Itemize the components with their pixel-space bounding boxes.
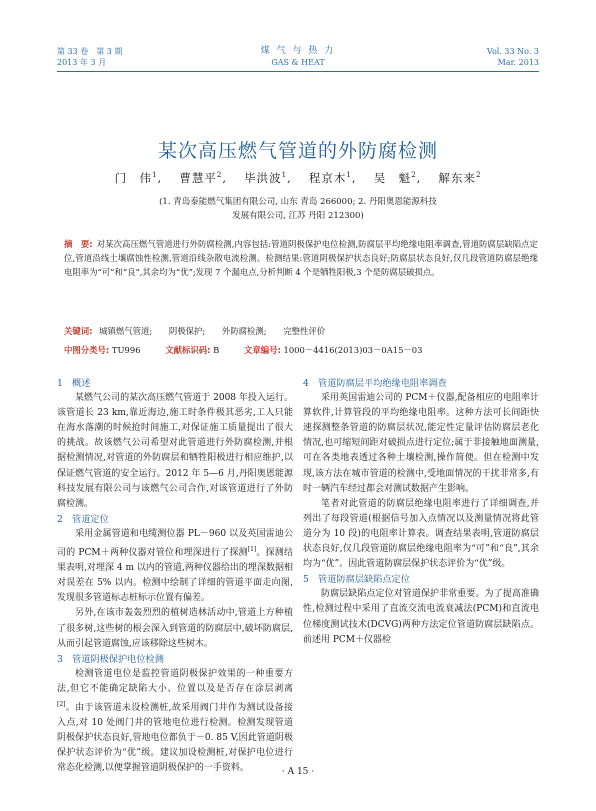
section-heading: 5 管道防腐层缺陷点定位 bbox=[303, 574, 410, 586]
running-header-right bbox=[487, 46, 539, 68]
paragraph: 采用英国雷迪公司的 PCM＋仪器,配备相应的电阻率计算软件,计算管段的平均绝缘电阻率。这种方法可长间距快速探测整条管道的防腐层状况,能定性定量评估防腐层老化情况,也可缩短间距对破损点进行定位;属于非接触地面测量,可在各类地表透过各种土壤检测,操作简便。但在检测中发现,该方法在城市管道的检测中,受地面情况的干扰非常多,有时一辆汽车经过都会对测试数据产生影响。 bbox=[303, 393, 539, 494]
header-rule bbox=[57, 71, 539, 72]
journal-name-en: GAS & HEAT bbox=[271, 58, 325, 67]
abstract bbox=[64, 237, 538, 279]
citation[interactable]: [2] bbox=[57, 700, 66, 708]
author-list bbox=[0, 170, 596, 186]
keywords bbox=[64, 325, 538, 338]
author: 毕洪波$^1$, bbox=[244, 171, 305, 185]
volume-issue-cn: 第 33 卷 第 3 期 bbox=[57, 47, 123, 56]
volume-issue-en: Vol. 33 No. 3 bbox=[486, 47, 539, 56]
affiliation-line: (1. 青岛泰能燃气集团有限公司, 山东 青岛 266000; 2. 丹阳奥恩能源科技 bbox=[159, 197, 437, 207]
affiliation bbox=[0, 195, 596, 223]
paragraph: 检测管道电位是监控管道阴极保护效果的一种重要方法,但它不能确定缺陷大小、位置以及是否存在涂层剥离[2]。由于该管道未设检测桩,故采用阀门井作为测试设备接入点,对 10 处阀门井的管地电位进行检测。检测发现管道阴极保护状态良好,管地电位都负于－0. 85 V,因此管道阴极保护状态评价为“优”级。建议加设检测桩,对保护电位进行常态化检测,以便掌握管道阴极保护的一手资料。 bbox=[57, 668, 293, 774]
keywords-label: 关键词: bbox=[64, 326, 93, 336]
citation[interactable]: [1] bbox=[247, 546, 257, 554]
section-heading: 3 管道阴极保护电位检测 bbox=[57, 653, 164, 665]
classification-meta bbox=[64, 344, 538, 357]
date-cn: 2013 年 3 月 bbox=[57, 58, 107, 67]
section-heading: 1 概述 bbox=[57, 378, 91, 389]
author: 解东来$^2$ bbox=[438, 171, 482, 185]
section-heading: 4 管道防腐层平均绝缘电阻率调查 bbox=[303, 378, 447, 389]
clc-label: 中图分类号: bbox=[64, 345, 110, 355]
keyword: 阴极保护; bbox=[168, 326, 206, 336]
paragraph: 另外,在该市轰轰烈烈的植树造林活动中,管道上方种植了很多树,这些树的根会深入到管道的防腐层中,破坏防腐层,从而引起管道腐蚀,应该移除这些树木。 bbox=[57, 608, 293, 649]
author: 吴 魁$^2$, bbox=[373, 171, 434, 185]
article-title: 某次高压燃气管道的外防腐检测 bbox=[157, 140, 438, 162]
doc-code-label: 文献标识码: bbox=[165, 345, 211, 355]
keyword: 完整性评价 bbox=[283, 326, 326, 336]
section-heading: 2 管道定位 bbox=[57, 513, 109, 525]
affiliation-line: 发展有限公司, 江苏 丹阳 212300) bbox=[232, 211, 364, 221]
body-column-right bbox=[303, 376, 539, 648]
date-en: Mar. 2013 bbox=[497, 58, 539, 67]
abstract-text: 对某次高压燃气管道进行外防腐检测,内容包括:管道阴极保护电位检测,防腐层平均绝缘电阻率调查,管道防腐层缺陷点定位,管道沿线土壤腐蚀性检测,管道沿线杂散电流检测。检测结果:管道阴极保护状态良好;防腐层状态良好,仅几段管道防腐层绝缘电阻率为“可”和“良”,其余均为“优”;发现 7 个漏电点,分析判断 4 个是牺牲阳极,3 个是防腐层破损点。 bbox=[64, 239, 538, 277]
journal-name-cn: 煤 气 与 热 力 bbox=[260, 46, 336, 56]
body-column-left bbox=[57, 376, 293, 776]
article-number-label: 文章编号: bbox=[243, 345, 281, 355]
clc-value: TU996 bbox=[111, 345, 141, 355]
keyword: 城镇燃气管道; bbox=[99, 326, 153, 336]
keyword: 外防腐检测; bbox=[221, 326, 267, 336]
abstract-label: 摘 要: bbox=[64, 239, 93, 249]
article-number-value: 1000－4416(2013)03－0A15－03 bbox=[283, 345, 423, 355]
paragraph: 防腐层缺陷点定位对管道保护非常重要。为了提高准确性,检测过程中采用了直流交流电流衰减法(PCM)和直流电位梯度测试技术(DCVG)两种方法定位管道防腐层缺陷点。前述用 PCM＋仪器检 bbox=[303, 589, 539, 645]
paragraph: 采用金属管道和电缆测位器 PL－960 以及英国雷迪公司的 PCM＋两种仪器对管位和埋深进行了探测[1]。探测结果表明,对埋深 4 m 以内的管道,两种仪器给出的埋深数据相对误差在 5% 以内。检测中绘制了详细的管道平面走向图,发现很多管道标志桩标示位置有偏差。 bbox=[57, 528, 293, 604]
doc-code-value: B bbox=[213, 345, 220, 355]
paragraph: 某燃气公司的某次高压燃气管道于 2008 年投入运行。该管道长 23 km,靠近海边,施工时条件极其恶劣,工人只能在海水落潮的时候抢时间施工,对保证施工质量提出了很大的挑战。故该燃气公司希望对此管道进行外防腐检测,并根据检测情况,对管道的外防腐层和牺牲阳极进行相应维护,以保证燃气管道的安全运行。2012 年 5—6 月,丹阳奥恩能源科技发展有限公司与该燃气公司合作,对该管道进行了外防腐检测。 bbox=[57, 393, 293, 509]
author: 程京木$^1$, bbox=[308, 171, 370, 185]
page-number: · A 15 · bbox=[281, 767, 315, 777]
author: 曹慧平$^2$, bbox=[179, 171, 240, 185]
author: 门 伟$^1$, bbox=[114, 171, 175, 185]
paragraph: 笔者对此管道的防腐层绝缘电阻率进行了详细调查,并列出了每段管道(根据信号加入点情况以及测量情况将此管道分为 10 段)的电阻率计算表。调查结果表明,管道防腐层状态良好,仅几段管道防腐层绝缘电阻率为“可”和“良”,其余均为“优”。因此管道防腐层保护状态评价为“优”级。 bbox=[303, 498, 539, 570]
